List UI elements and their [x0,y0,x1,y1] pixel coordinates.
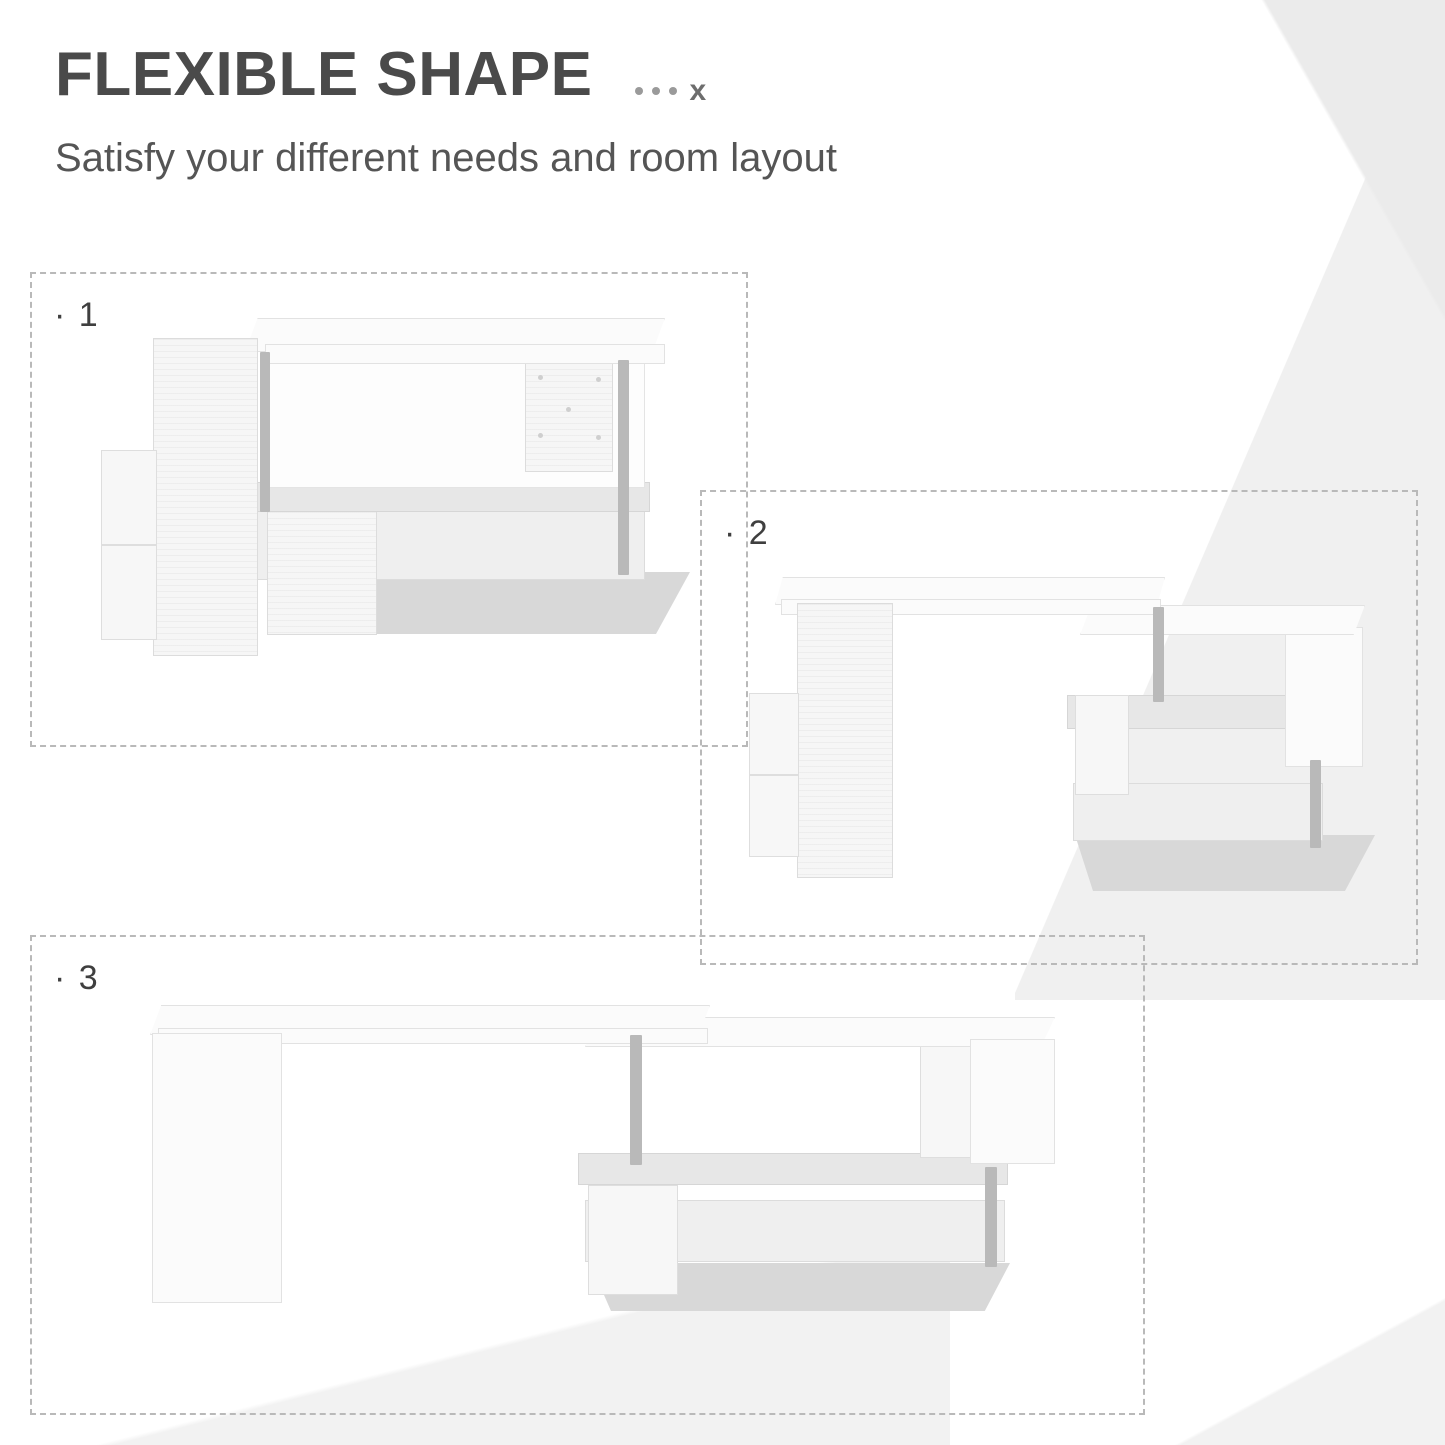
desk-side-panel-left [153,338,258,656]
screw-hole-icon [596,377,601,382]
page-subtitle: Satisfy your different needs and room layout [55,136,837,180]
desk-lower-panel [588,1185,678,1295]
desk-inner-divider [525,362,613,472]
desk-support-leg [630,1035,642,1165]
desk-side-shelf-upper [749,693,799,775]
desk-lower-panel [267,505,377,635]
desk-inner-divider [1075,695,1129,795]
desk-support-leg [260,352,270,512]
decorative-wedge-bottom-right [1115,1265,1445,1445]
desk-side-panel-right [1285,627,1363,767]
desk-support-leg [1153,607,1164,702]
desk-support-leg [985,1167,997,1267]
panel-label-1: · 1 [54,296,100,334]
dot-icon [669,87,677,95]
panel-label-2: · 2 [724,514,770,552]
desk-side-panel-right [970,1039,1055,1164]
desk-side-shelf-upper [101,450,157,545]
desk-side-panel-left [797,603,893,878]
desk-top-edge [265,344,665,364]
desk-side-shelf-lower [749,775,799,857]
desk-side-panel-left [152,1033,282,1303]
x-mark-icon: x [689,74,707,107]
desk-support-leg [618,360,629,575]
screw-hole-icon [596,435,601,440]
page-title: FLEXIBLE SHAPE [55,40,593,109]
screw-hole-icon [538,433,543,438]
screw-hole-icon [566,407,571,412]
desk-support-leg [1310,760,1321,848]
dot-icon [635,87,643,95]
screw-hole-icon [538,375,543,380]
desk-illustration-3 [130,995,1090,1335]
desk-base-shadow [1075,835,1375,891]
dot-icon [652,87,660,95]
desk-illustration-2 [745,545,1395,925]
title-row [55,42,1155,116]
title-decoration [635,74,707,116]
panel-label-3: · 3 [54,959,100,997]
desk-illustration-1 [85,300,715,680]
desk-side-shelf-lower [101,545,157,640]
decorative-wedge-corner [1245,0,1445,350]
header [55,42,1155,182]
